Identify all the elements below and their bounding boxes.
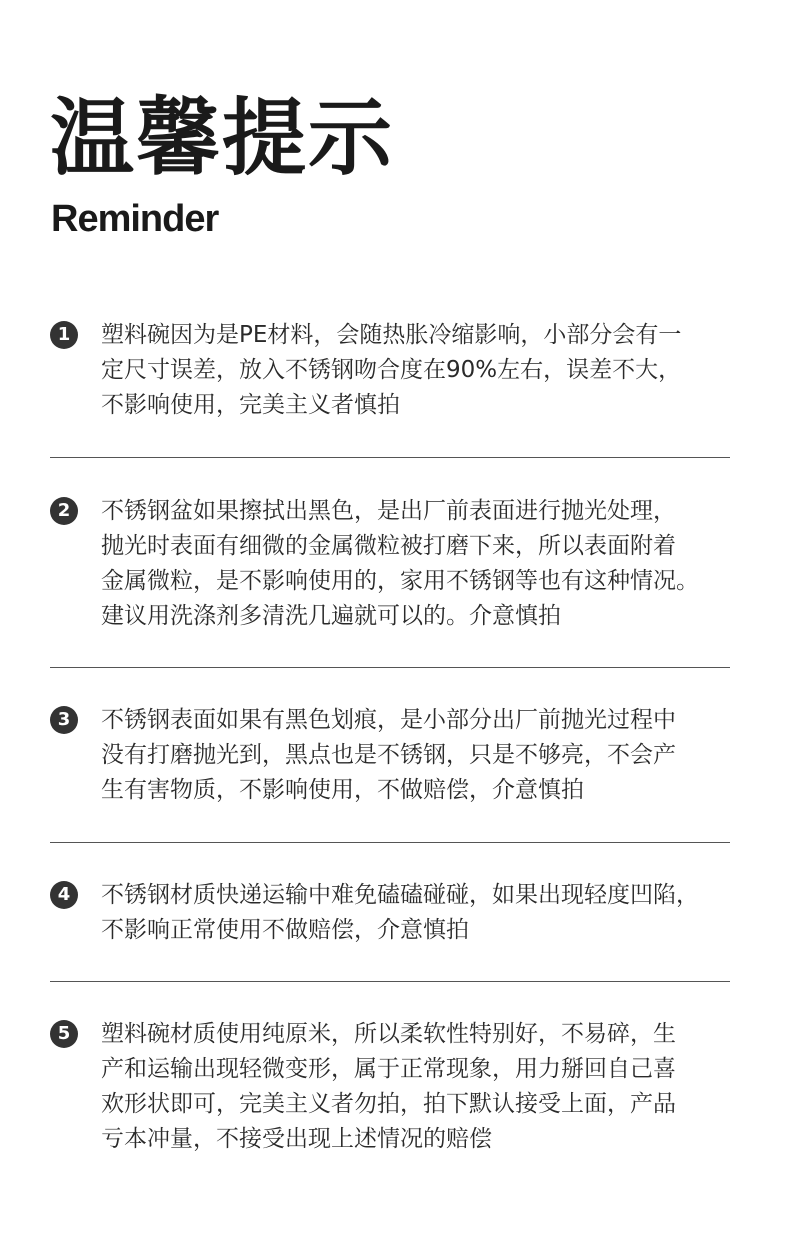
number-badge: 5 (50, 1020, 78, 1048)
item-text: 不锈钢材质快递运输中难免磕磕碰碰，如果出现轻度凹陷， 不影响正常使用不做赔偿，介意慎拍 (101, 882, 699, 943)
number-badge: 2 (50, 497, 78, 525)
page-subtitle: Reminder (51, 198, 219, 240)
item-text: 塑料碗材质使用纯原米，所以柔软性特别好，不易碎，生 产和运输出现轻微变形，属于正常现象，用力掰回自己喜 欢形状即可，完美主义者勿拍，拍下默认接受上面，产品 亏本冲量，不接受出现上述情况的赔偿 (101, 1021, 676, 1152)
number-badge: 4 (50, 881, 78, 909)
item-text: 不锈钢表面如果有黑色划痕，是小部分出厂前抛光过程中 没有打磨抛光到，黑点也是不锈钢，只是不够亮，不会产 生有害物质，不影响使用，不做赔偿，介意慎拍 (101, 707, 676, 803)
number-badge: 3 (50, 706, 78, 734)
item-text: 不锈钢盆如果擦拭出黑色，是出厂前表面进行抛光处理， 抛光时表面有细微的金属微粒被打磨下来，所以表面附着 金属微粒，是不影响使用的，家用不锈钢等也有这种情况。 建议用洗涤剂多清洗几遍就可以的。介意慎拍 (101, 498, 699, 629)
divider (50, 981, 730, 982)
page-title: 温馨提示 (50, 89, 395, 187)
number-badge: 1 (50, 321, 78, 349)
divider (50, 842, 730, 843)
item-text: 塑料碗因为是PE材料，会随热胀冷缩影响，小部分会有一 定尺寸误差，放入不锈钢吻合度在90%左右，误差不大， 不影响使用，完美主义者慎拍 (101, 322, 682, 418)
divider (50, 457, 730, 458)
divider (50, 667, 730, 668)
